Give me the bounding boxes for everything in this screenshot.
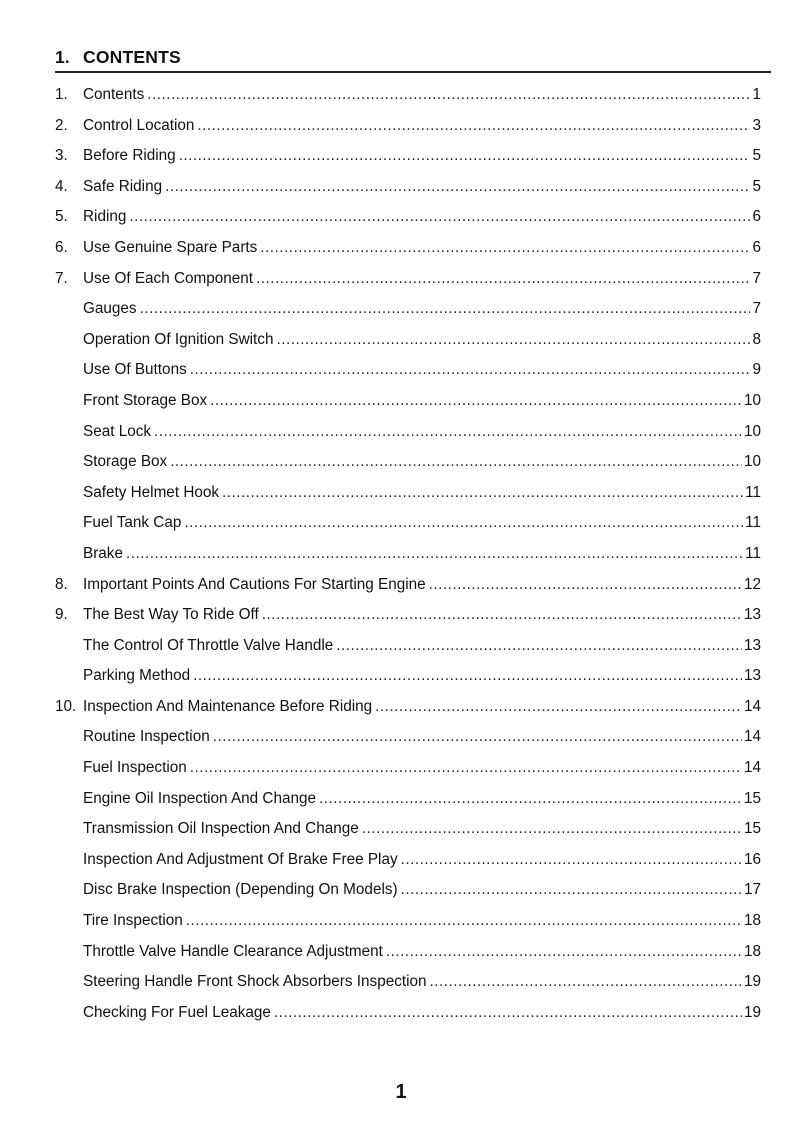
toc-entry-title: Operation Of Ignition Switch xyxy=(83,330,274,348)
section-heading xyxy=(55,47,771,68)
toc-entry-title: Throttle Valve Handle Clearance Adjustment xyxy=(83,942,383,960)
dot-leader xyxy=(126,545,743,563)
toc-entry-title: Before Riding xyxy=(83,147,176,165)
toc-entry[interactable] xyxy=(55,239,761,270)
toc-entry-page: 18 xyxy=(743,912,761,930)
dot-leader xyxy=(401,881,742,899)
toc-entry-title: Inspection And Maintenance Before Riding xyxy=(83,697,373,715)
toc-entry[interactable] xyxy=(55,117,761,148)
toc-entry-number: 6. xyxy=(55,238,68,256)
dot-leader xyxy=(336,637,742,655)
toc-entry-title: Control Location xyxy=(83,116,195,134)
dot-leader xyxy=(222,484,743,502)
toc-entry[interactable] xyxy=(55,300,761,331)
toc-entry-title: Use Of Buttons xyxy=(83,361,187,379)
toc-entry-page: 19 xyxy=(743,973,761,991)
dot-leader xyxy=(386,943,742,961)
toc-entry-page: 10 xyxy=(743,453,761,471)
toc-entry-page: 13 xyxy=(743,606,761,624)
dot-leader xyxy=(147,86,750,104)
toc-entry-page: 5 xyxy=(752,147,761,165)
toc-entry-title: Engine Oil Inspection And Change xyxy=(83,789,317,807)
toc-entry-page: 1 xyxy=(752,86,761,103)
toc-entry[interactable] xyxy=(55,790,761,821)
dot-leader xyxy=(184,514,743,532)
toc-entry[interactable] xyxy=(55,545,761,576)
toc-entry-page: 10 xyxy=(743,422,761,440)
toc-entry-title: Safe Riding xyxy=(83,177,163,195)
dot-leader xyxy=(170,453,742,471)
toc-entry-page: 16 xyxy=(743,850,761,868)
toc-entry-page: 7 xyxy=(752,269,761,287)
dot-leader xyxy=(154,423,742,441)
toc-entry-page: 14 xyxy=(743,759,761,777)
toc-entry[interactable] xyxy=(55,667,761,698)
dot-leader xyxy=(190,759,742,777)
toc-entry-title: Front Storage Box xyxy=(83,391,208,409)
toc-entry-title: Checking For Fuel Leakage xyxy=(83,1003,271,1021)
toc-entry[interactable] xyxy=(55,208,761,239)
toc-entry-title: Tire Inspection xyxy=(83,912,183,930)
toc-entry-title: Gauges xyxy=(83,300,137,318)
dot-leader xyxy=(165,178,750,196)
toc-entry[interactable] xyxy=(55,698,761,729)
toc-entry-page: 11 xyxy=(745,544,761,562)
toc-entry-page: 3 xyxy=(752,116,761,134)
dot-leader xyxy=(260,239,750,257)
toc-entry[interactable] xyxy=(55,973,761,1004)
toc-entry-number: 1. xyxy=(55,86,68,103)
toc-entry[interactable] xyxy=(55,851,761,882)
toc-entry[interactable] xyxy=(55,881,761,912)
toc-entry-page: 6 xyxy=(752,238,761,256)
toc-entry-page: 19 xyxy=(743,1003,761,1021)
toc-entry-page: 11 xyxy=(745,483,761,501)
toc-entry-page: 8 xyxy=(752,330,761,348)
dot-leader xyxy=(430,973,742,991)
toc-entry-title: Seat Lock xyxy=(83,422,152,440)
toc-entry[interactable] xyxy=(55,392,761,423)
toc-entry[interactable] xyxy=(55,361,761,392)
toc-entry-page: 9 xyxy=(752,361,761,379)
dot-leader xyxy=(129,208,750,226)
toc-entry-page: 14 xyxy=(743,697,761,715)
toc-entry-title: The Control Of Throttle Valve Handle xyxy=(83,636,334,654)
toc-entry-page: 7 xyxy=(752,300,761,318)
toc-entry-title: Use Genuine Spare Parts xyxy=(83,238,258,256)
dot-leader xyxy=(140,300,751,318)
dot-leader xyxy=(186,912,742,930)
toc-entry-page: 14 xyxy=(743,728,761,746)
toc-entry-title: Storage Box xyxy=(83,453,168,471)
heading-divider xyxy=(55,71,771,73)
dot-leader xyxy=(401,851,742,869)
toc-entry-page: 18 xyxy=(743,942,761,960)
dot-leader xyxy=(429,576,742,594)
toc-entry[interactable] xyxy=(55,453,761,484)
toc-entry[interactable] xyxy=(55,147,761,178)
dot-leader xyxy=(193,667,742,685)
dot-leader xyxy=(197,117,750,135)
dot-leader xyxy=(262,606,742,624)
toc-entry-title: Steering Handle Front Shock Absorbers Inspection xyxy=(83,973,427,991)
toc-entry-page: 17 xyxy=(743,881,761,899)
toc-entry[interactable] xyxy=(55,576,761,607)
toc-entry-page: 13 xyxy=(743,636,761,654)
toc-entry-page: 11 xyxy=(745,514,761,532)
toc-entry-title: Safety Helmet Hook xyxy=(83,483,220,501)
toc-entry-title: Fuel Inspection xyxy=(83,759,187,777)
toc-entry-page: 6 xyxy=(752,208,761,226)
toc-entry[interactable] xyxy=(55,484,761,515)
toc-entry[interactable] xyxy=(55,943,761,974)
toc-entry-title: Important Points And Cautions For Starting Engine xyxy=(83,575,426,593)
toc-entry-title: Parking Method xyxy=(83,667,191,685)
toc-entry-page: 5 xyxy=(752,177,761,195)
dot-leader xyxy=(274,1004,742,1022)
toc-entry-title: Use Of Each Component xyxy=(83,269,254,287)
dot-leader xyxy=(179,147,751,165)
toc-entry-page: 15 xyxy=(743,789,761,807)
toc-entry[interactable] xyxy=(55,514,761,545)
toc-entry-title: Fuel Tank Cap xyxy=(83,514,182,532)
dot-leader xyxy=(375,698,742,716)
page-number: 1 xyxy=(395,1081,407,1103)
toc-entry[interactable] xyxy=(55,728,761,759)
toc-entry[interactable] xyxy=(55,86,761,117)
toc-entry[interactable] xyxy=(55,637,761,668)
toc-entry[interactable] xyxy=(55,1004,761,1035)
toc-entry[interactable] xyxy=(55,606,761,637)
toc-entry-number: 5. xyxy=(55,208,68,226)
toc-entry-page: 12 xyxy=(743,575,761,593)
dot-leader xyxy=(319,790,742,808)
toc-entry-number: 3. xyxy=(55,147,68,165)
section-number: 1. xyxy=(55,47,70,67)
toc-entry-number: 10. xyxy=(55,697,77,715)
toc-entry[interactable] xyxy=(55,759,761,790)
toc-entry-number: 7. xyxy=(55,269,68,287)
toc-entry-number: 4. xyxy=(55,177,68,195)
toc-entry-page: 15 xyxy=(743,820,761,838)
toc-entry-title: Brake xyxy=(83,544,123,562)
toc-entry[interactable] xyxy=(55,423,761,454)
toc-entry-number: 2. xyxy=(55,116,68,134)
dot-leader xyxy=(362,820,742,838)
toc-entry[interactable] xyxy=(55,912,761,943)
toc-entry-number: 8. xyxy=(55,575,68,593)
dot-leader xyxy=(210,392,742,410)
toc-entry-title: Contents xyxy=(83,86,145,103)
toc-entry-title: The Best Way To Ride Off xyxy=(83,606,259,624)
toc-entry-number: 9. xyxy=(55,606,68,624)
toc-entry[interactable] xyxy=(55,178,761,209)
toc-entry-page: 10 xyxy=(743,391,761,409)
toc-entry-page: 13 xyxy=(743,667,761,685)
toc-entry-title: Routine Inspection xyxy=(83,728,210,746)
dot-leader xyxy=(190,361,751,379)
toc-entry[interactable] xyxy=(55,820,761,851)
toc-entry-title: Riding xyxy=(83,208,127,226)
toc-entry-title: Disc Brake Inspection (Depending On Models) xyxy=(83,881,398,899)
toc-entry-title: Inspection And Adjustment Of Brake Free Play xyxy=(83,850,398,868)
toc-entry[interactable] xyxy=(55,331,761,362)
toc-entry-title: Transmission Oil Inspection And Change xyxy=(83,820,359,838)
toc-entry[interactable] xyxy=(55,270,761,301)
dot-leader xyxy=(276,331,750,349)
section-title: CONTENTS xyxy=(83,47,181,67)
table-of-contents xyxy=(55,86,761,1034)
dot-leader xyxy=(213,728,742,746)
dot-leader xyxy=(256,270,750,288)
